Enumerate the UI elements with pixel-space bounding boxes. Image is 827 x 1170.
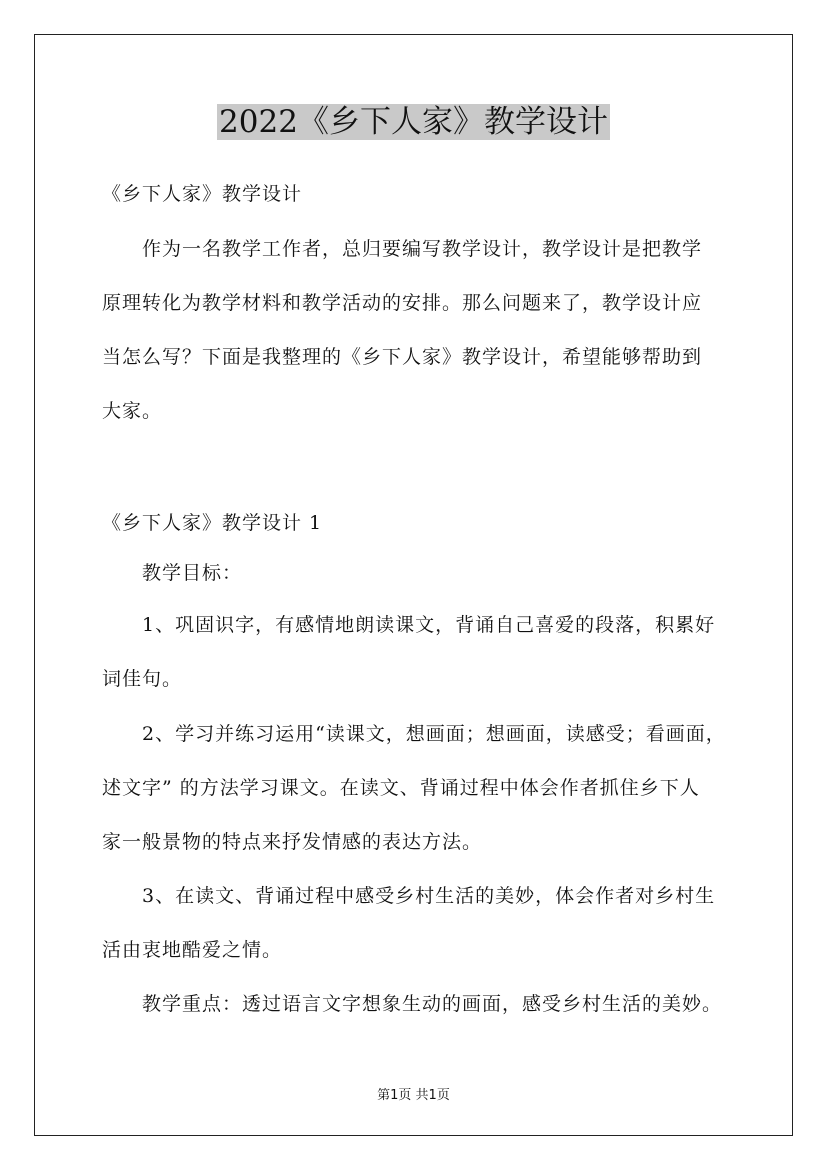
goal-line: 1、巩固识字，有感情地朗读课文，背诵自己喜爱的段落，积累好 xyxy=(142,614,716,636)
intro-line: 大家。 xyxy=(102,400,163,422)
document-title: 2022《乡下人家》教学设计 xyxy=(219,104,608,140)
page-footer: 第1页 共1页 xyxy=(377,1088,450,1103)
subtitle: 《乡下人家》教学设计 xyxy=(102,183,303,205)
goal-2 xyxy=(102,707,732,869)
goal-3 xyxy=(102,869,732,977)
goal-line: 3、在读文、背诵过程中感受乡村生活的美妙，体会作者对乡村生 xyxy=(142,885,716,907)
goal-line: 述文字” 的方法学习课文。在读文、背诵过程中体会作者抓住乡下人 xyxy=(102,777,700,799)
intro-line: 作为一名教学工作者，总归要编写教学设计，教学设计是把教学 xyxy=(142,238,703,260)
goal-line: 2、学习并练习运用“读课文，想画面；想画面，读感受；看画面， xyxy=(142,723,726,745)
goal-line: 词佳句。 xyxy=(102,668,183,690)
key-point: 教学重点：透过语言文字想象生动的画面，感受乡村生活的美妙。 xyxy=(142,993,723,1015)
goal-1 xyxy=(102,598,732,706)
intro-line: 当怎么写？下面是我整理的《乡下人家》教学设计，希望能够帮助到 xyxy=(102,346,703,368)
intro-paragraph xyxy=(102,222,732,438)
goals-label: 教学目标： xyxy=(142,562,243,584)
intro-line: 原理转化为教学材料和教学活动的安排。那么问题来了，教学设计应 xyxy=(102,292,703,314)
goal-line: 家一般景物的特点来抒发情感的表达方法。 xyxy=(102,831,483,853)
section-heading: 《乡下人家》教学设计 1 xyxy=(102,512,323,534)
goal-line: 活由衷地酷爱之情。 xyxy=(102,939,283,961)
